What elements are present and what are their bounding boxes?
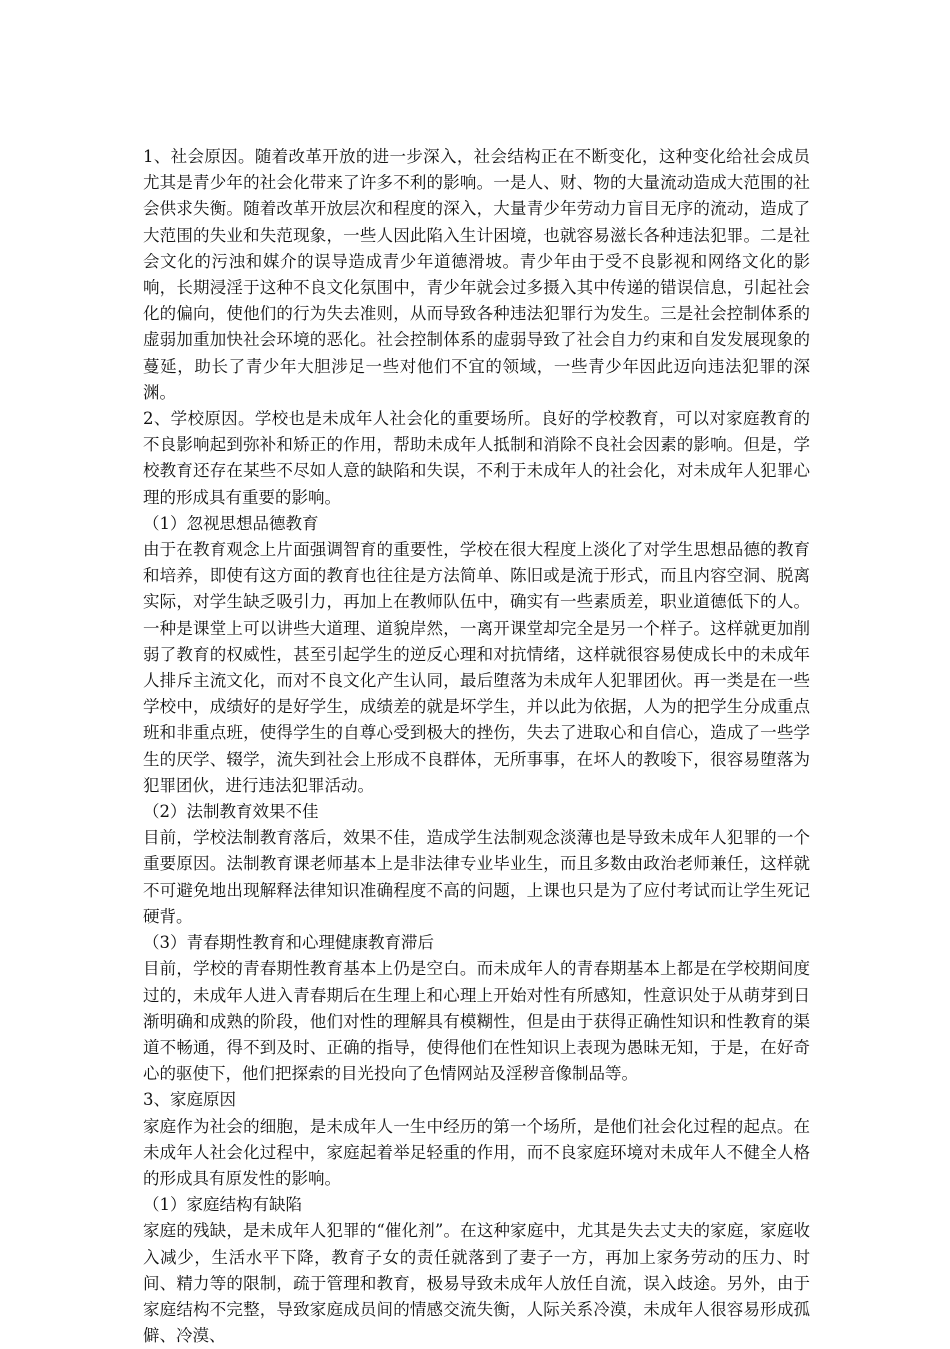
paragraph-legal-education: 目前，学校法制教育落后，效果不佳，造成学生法制观念淡薄也是导致未成年人犯罪的一个重要原因。法制教育课老师基本上是非法律专业毕业生，而且多数由政治老师兼任，这样就不可避免地出现解释法律知识准确程度不高的问题，上课也只是为了应付考试而让学生死记硬背。 [143, 828, 810, 926]
paragraph-family-structure: 家庭的残缺，是未成年人犯罪的“催化剂”。在这种家庭中，尤其是失去丈夫的家庭，家庭收入减少，生活水平下降，教育子女的责任就落到了妻子一方，再加上家务劳动的压力、时间、精力等的限制，疏于管理和教育，极易导致未成年人放任自流，误入歧途。另外，由于家庭结构不完整，导致家庭成员间的情感交流失衡，人际关系冷漠，未成年人很容易形成孤僻、冷漠、 [143, 1221, 810, 1346]
subheading-legal-education: （2）法制教育效果不佳 [143, 802, 319, 822]
paragraph-puberty-education: 目前，学校的青春期性教育基本上仍是空白。而未成年人的青春期基本上都是在学校期间度过的，未成年人进入青春期后在生理上和心理上开始对性有所感知，性意识处于从萌芽到日渐明确和成熟的阶段，他们对性的理解具有模糊性，但是由于获得正确性知识和性教育的渠道不畅通，得不到及时、正确的指导，使得他们在性知识上表现为愚昧无知，于是，在好奇心的驱使下，他们把探索的目光投向了色情网站及淫秽音像制品等。 [143, 959, 810, 1084]
paragraph-social-causes: 1、社会原因。随着改革开放的进一步深入，社会结构正在不断变化，这种变化给社会成员尤其是青少年的社会化带来了许多不利的影响。一是人、财、物的大量流动造成大范围的社会供求失衡。随着改革开放层次和程度的深入，大量青少年劳动力盲目无序的流动，造成了大范围的失业和失范现象，一些人因此陷入生计困境，也就容易滋长各种违法犯罪。二是社会文化的污浊和媒介的误导造成青少年道德滑坡。青少年由于受不良影视和网络文化的影响，长期浸淫于这种不良文化氛围中，青少年就会过多摄入其中传递的错误信息，引起社会化的偏向，使他们的行为失去准则，从而导致各种违法犯罪行为发生。三是社会控制体系的虚弱加重加快社会环境的恶化。社会控制体系的虚弱导致了社会自力约束和自发发展现象的蔓延，助长了青少年大胆涉足一些对他们不宜的领域，一些青少年因此迈向违法犯罪的深渊。 [143, 147, 810, 402]
subheading-family-structure: （1）家庭结构有缺陷 [143, 1195, 302, 1215]
subheading-moral-education: （1）忽视思想品德教育 [143, 513, 319, 533]
paragraph-family-causes: 家庭作为社会的细胞，是未成年人一生中经历的第一个场所，是他们社会化过程的起点。在未成年人社会化过程中，家庭起着举足轻重的作用，而不良家庭环境对未成年人不健全人格的形成具有原发性的影响。 [143, 1116, 810, 1188]
paragraph-school-causes: 2、学校原因。学校也是未成年人社会化的重要场所。良好的学校教育，可以对家庭教育的不良影响起到弥补和矫正的作用，帮助未成年人抵制和消除不良社会因素的影响。但是，学校教育还存在某些不尽如人意的缺陷和失误，不利于未成年人的社会化，对未成年人犯罪心理的形成具有重要的影响。 [143, 409, 810, 507]
subheading-puberty-education: （3）青春期性教育和心理健康教育滞后 [143, 933, 434, 953]
heading-family-causes: 3、家庭原因 [143, 1090, 236, 1110]
document-body [143, 144, 810, 1349]
paragraph-moral-education: 由于在教育观念上片面强调智育的重要性，学校在很大程度上淡化了对学生思想品德的教育和培养，即使有这方面的教育也往往是方法简单、陈旧或是流于形式，而且内容空洞、脱离实际，对学生缺乏吸引力，再加上在教师队伍中，确实有一些素质差，职业道德低下的人。一种是课堂上可以讲些大道理、道貌岸然，一离开课堂却完全是另一个样子。这样就更加削弱了教育的权威性，甚至引起学生的逆反心理和对抗情绪，这样就很容易使成长中的未成年人排斥主流文化，而对不良文化产生认同，最后堕落为未成年人犯罪团伙。再一类是在一些学校中，成绩好的是好学生，成绩差的就是坏学生，并以此为依据，人为的把学生分成重点班和非重点班，使得学生的自尊心受到极大的挫伤，失去了进取心和自信心，造成了一些学生的厌学、辍学，流失到社会上形成不良群体，无所事事，在坏人的教唆下，很容易堕落为犯罪团伙，进行违法犯罪活动。 [143, 540, 810, 795]
